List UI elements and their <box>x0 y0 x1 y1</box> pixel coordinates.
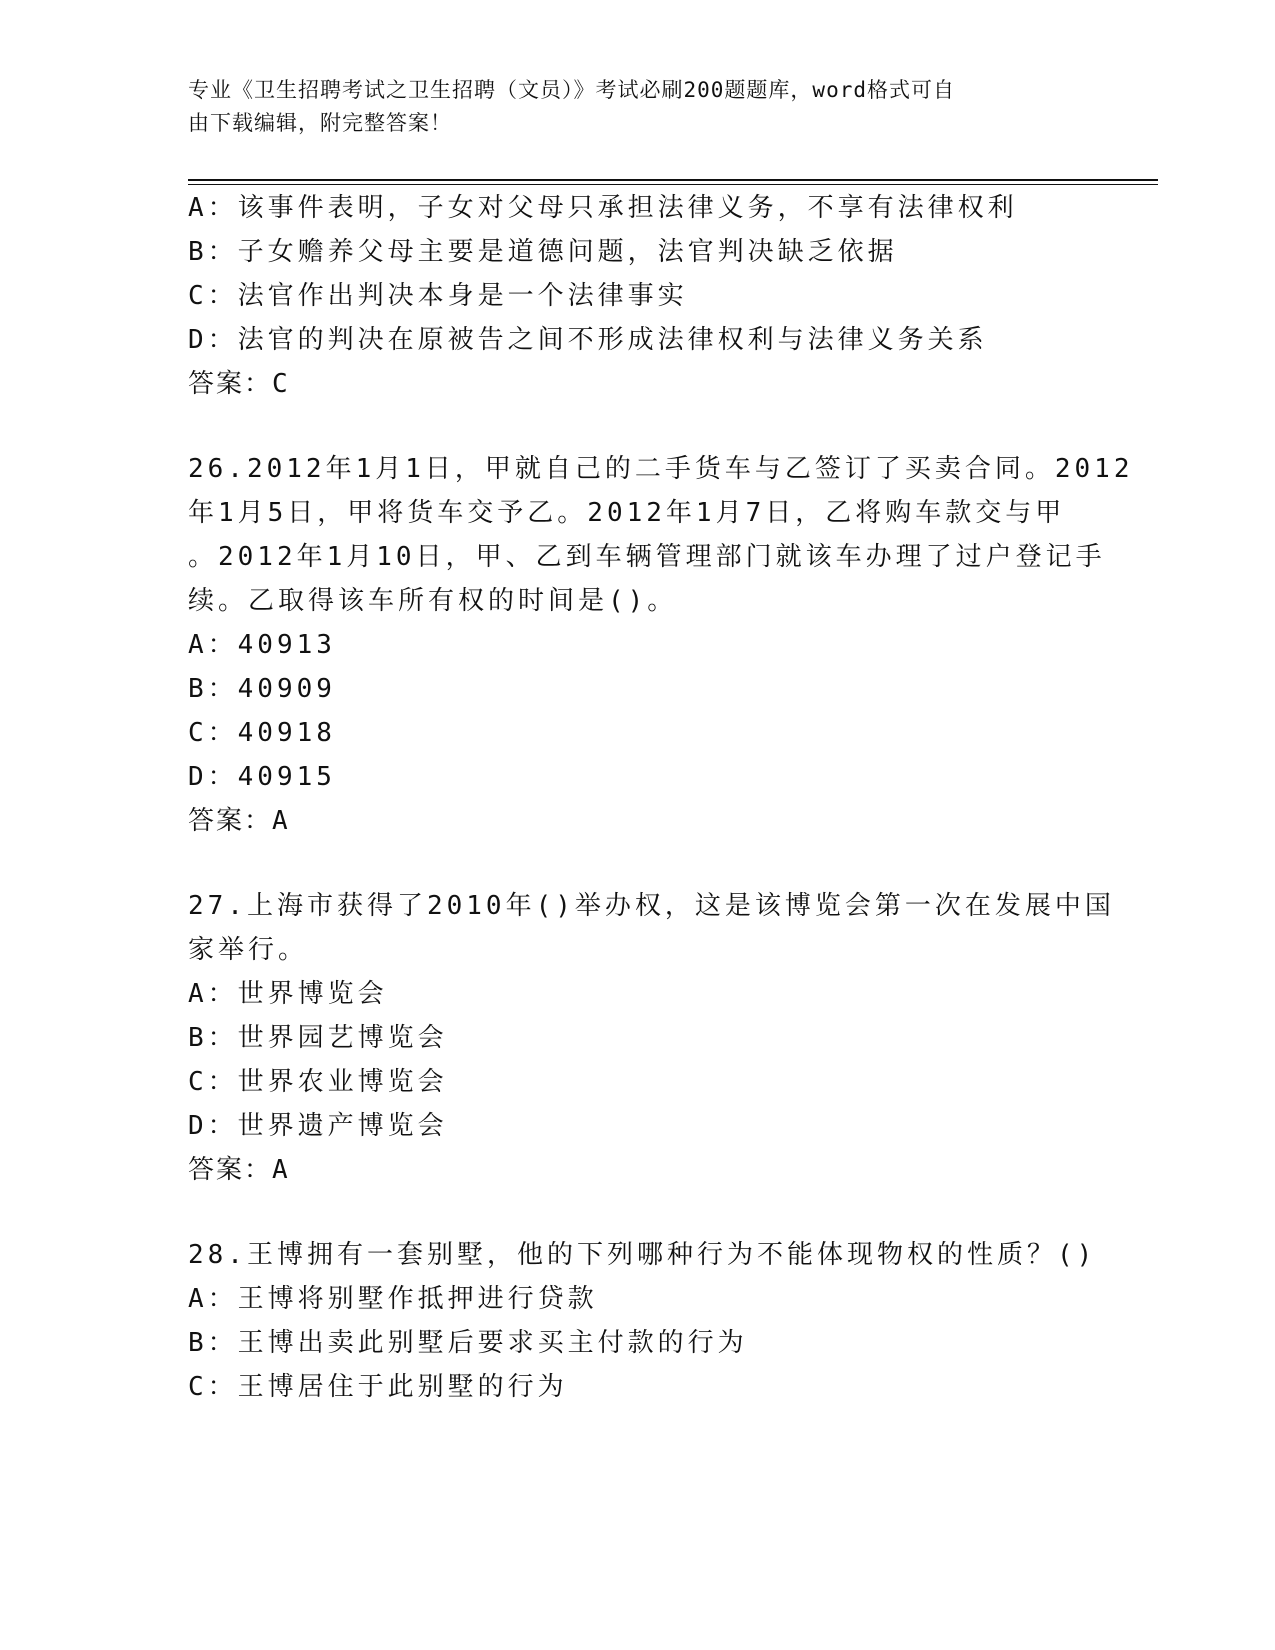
q28-stem-line-1: 28.王博拥有一套别墅，他的下列哪种行为不能体现物权的性质？() <box>188 1240 1097 1270</box>
q27-option-d: D：世界遗产博览会 <box>188 1111 448 1141</box>
q27-option-a: A：世界博览会 <box>188 979 388 1009</box>
header-line-1: 专业《卫生招聘考试之卫生招聘（文员）》考试必刷200题题库，word格式可自 <box>188 78 955 102</box>
header-divider-thick <box>188 179 1158 181</box>
q26-stem-line-1: 26.2012年1月1日，甲就自己的二手货车与乙签订了买卖合同。2012 <box>188 454 1134 484</box>
q26-stem-line-4: 续。乙取得该车所有权的时间是()。 <box>188 586 678 616</box>
q26-option-d: D：40915 <box>188 762 336 792</box>
q27-option-b: B：世界园艺博览会 <box>188 1023 448 1053</box>
q27-stem-line-1: 27.上海市获得了2010年()举办权，这是该博览会第一次在发展中国 <box>188 891 1115 921</box>
q26-stem-line-3: 。2012年1月10日，甲、乙到车辆管理部门就该车办理了过户登记手 <box>188 542 1106 572</box>
q25-option-c: C：法官作出判决本身是一个法律事实 <box>188 281 688 311</box>
q25-option-a: A：该事件表明，子女对父母只承担法律义务，不享有法律权利 <box>188 193 1018 223</box>
q27-option-c: C：世界农业博览会 <box>188 1067 448 1097</box>
q26-option-a: A：40913 <box>188 630 336 660</box>
q25-option-b: B：子女赡养父母主要是道德问题，法官判决缺乏依据 <box>188 237 898 267</box>
q26-answer: 答案：A <box>188 806 290 836</box>
q26-stem-line-2: 年1月5日，甲将货车交予乙。2012年1月7日，乙将购车款交与甲 <box>188 498 1066 528</box>
q28-option-a: A：王博将别墅作抵押进行贷款 <box>188 1284 598 1314</box>
q28-option-b: B：王博出卖此别墅后要求买主付款的行为 <box>188 1328 748 1358</box>
q27-stem-line-2: 家举行。 <box>188 935 309 965</box>
header-divider-thin <box>188 184 1158 185</box>
document-header <box>188 74 1088 140</box>
header-line-2: 由下载编辑，附完整答案！ <box>188 111 452 135</box>
q25-answer: 答案：C <box>188 369 290 399</box>
q28-option-c: C：王博居住于此别墅的行为 <box>188 1372 568 1402</box>
q25-option-d: D：法官的判决在原被告之间不形成法律权利与法律义务关系 <box>188 325 988 355</box>
q27-answer: 答案：A <box>188 1155 290 1185</box>
q26-option-c: C：40918 <box>188 718 336 748</box>
q26-option-b: B：40909 <box>188 674 336 704</box>
